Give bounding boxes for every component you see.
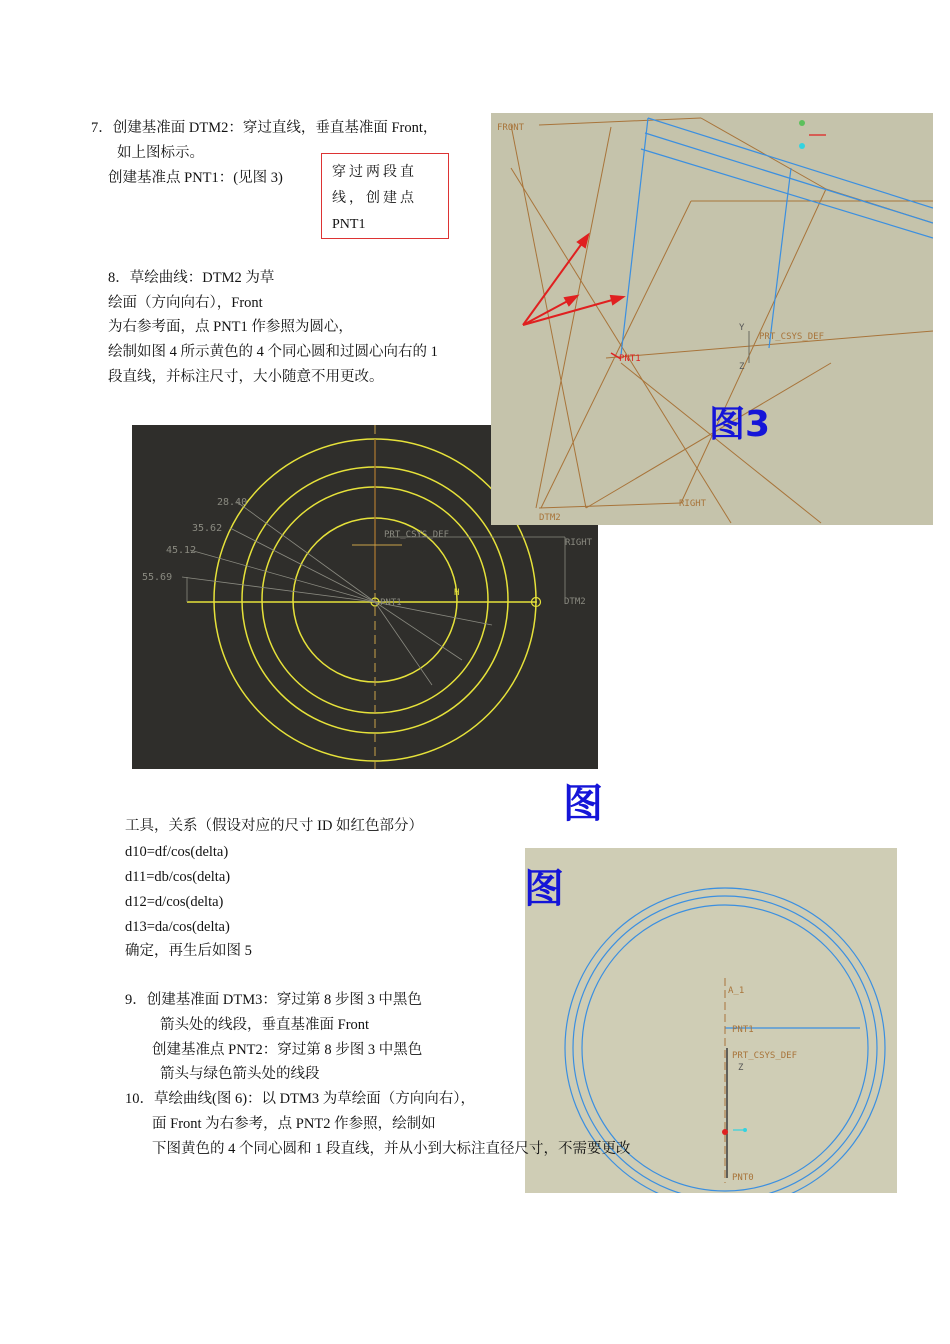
csys-label: PRT_CSYS_DEF [384, 530, 450, 540]
dim-55-69: 55.69 [142, 572, 173, 583]
pnt0-label: PNT0 [732, 1173, 754, 1183]
callout-line1: 穿过两段直 [332, 165, 417, 180]
step8-line2: 绘面（方向向右），Front [108, 295, 263, 311]
pnt1-label: PNT1 [380, 598, 402, 608]
step9-line4: 箭头与绿色箭头处的线段 [160, 1066, 320, 1082]
a1-label: A_1 [728, 986, 745, 996]
figure-3-label: 图3 [709, 404, 771, 445]
dim-35-62: 35.62 [192, 523, 223, 534]
relations-intro: 工具，关系（假设对应的尺寸 ID 如红色部分） [125, 818, 424, 834]
csys-label: PRT_CSYS_DEF [759, 332, 825, 342]
step9-line3: 创建基准点 PNT2：穿过第 8 步图 3 中黑色 [152, 1042, 423, 1058]
step7-line3: 创建基准点 PNT1：(见图 3) [108, 170, 283, 186]
step9-line2: 箭头处的线段，垂直基准面 Front [160, 1017, 370, 1033]
callout-box [321, 153, 449, 239]
callout-line2: 线，创建点 [332, 191, 417, 206]
step8-line5: 段直线，并标注尺寸，大小随意不用更改。 [108, 369, 384, 385]
relation-eq3: d12=d/cos(delta) [125, 894, 224, 910]
step9-line1: 9．创建基准面 DTM3：穿过第 8 步图 3 中黑色 [125, 992, 422, 1008]
right-label: RIGHT [565, 538, 593, 548]
step8-line4: 绘制如图 4 所示黄色的 4 个同心圆和过圆心向右的 1 [108, 344, 438, 360]
relations-after: 确定，再生后如图 5 [125, 943, 252, 959]
dtm2-label: DTM2 [539, 513, 561, 523]
dtm2-label: DTM2 [564, 597, 586, 607]
pnt1-label: PNT1 [732, 1025, 754, 1035]
step8-line3: 为右参考面，点 PNT1 作参照为圆心， [108, 319, 353, 335]
figure-5-label: 图 [524, 866, 564, 912]
dim-28-40: 28.40 [217, 497, 248, 508]
step10-line1: 10．草绘曲线(图 6)：以 DTM3 为草绘面（方向向右）， [125, 1091, 476, 1107]
figure-3-model [491, 113, 933, 525]
callout-line3: PNT1 [332, 217, 366, 232]
pnt1-label: PNT1 [619, 354, 641, 364]
right-label: RIGHT [679, 499, 707, 509]
figure-4-label: 图 [563, 781, 603, 827]
step10-line3: 下图黄色的 4 个同心圆和 1 段直线，并从小到大标注直径尺寸，不需要更改 [152, 1141, 631, 1157]
relation-eq1: d10=df/cos(delta) [125, 844, 229, 860]
csys-label: PRT_CSYS_DEF [732, 1051, 798, 1061]
z-label: Z [738, 1063, 744, 1073]
step10-line2: 面 Front 为右参考，点 PNT2 作参照，绘制如 [152, 1116, 436, 1132]
step8-line1: 8．草绘曲线：DTM2 为草 [108, 270, 275, 286]
step7-line2: 如上图标示。 [117, 145, 204, 161]
relation-eq2: d11=db/cos(delta) [125, 869, 231, 885]
h-label: H [454, 588, 460, 598]
front-label: FRONT [497, 123, 525, 133]
relation-eq4: d13=da/cos(delta) [125, 919, 230, 935]
z-label: Z [739, 362, 745, 372]
step7-line1: 7．创建基准面 DTM2：穿过直线，垂直基准面 Front， [91, 120, 438, 136]
dim-45-12: 45.12 [166, 545, 197, 556]
y-label: Y [739, 323, 745, 333]
